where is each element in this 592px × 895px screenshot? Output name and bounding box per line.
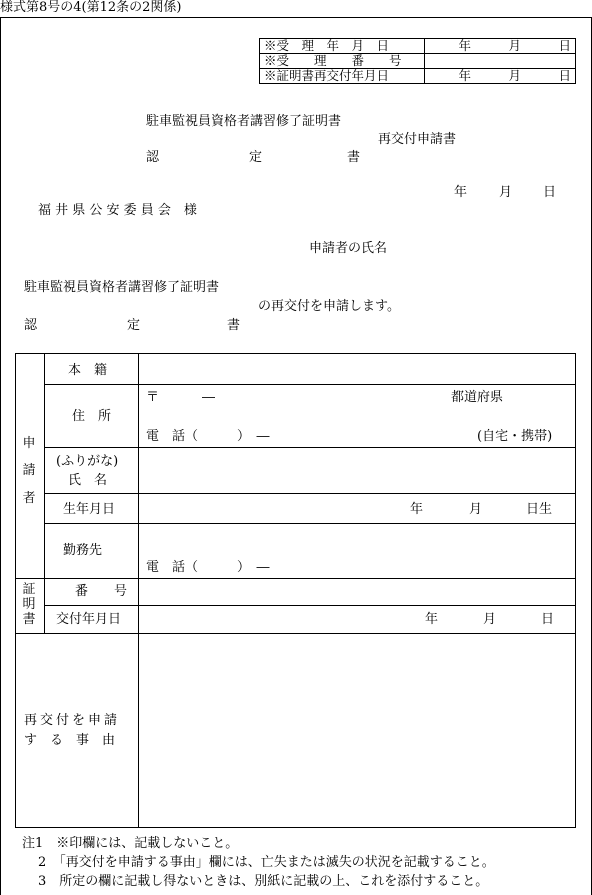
receipt-value[interactable] <box>425 54 576 69</box>
honseki-label: 本 籍 <box>68 363 108 378</box>
birth-day: 日生 <box>526 502 553 517</box>
applicant-name-label: 申請者の氏名 <box>309 241 388 256</box>
workplace-label: 勤務先 <box>63 543 103 558</box>
birth-month: 月 <box>469 502 483 517</box>
receipt-label: ※受 理 番 号 <box>260 54 425 69</box>
body-line2-c: 書 <box>227 318 241 333</box>
prefecture-label: 都道府県 <box>451 390 504 405</box>
body-line2-b: 定 <box>127 318 141 333</box>
issue-day: 日 <box>541 612 555 627</box>
receipt-row <box>260 69 576 84</box>
address-label: 住 所 <box>72 409 112 424</box>
certificate-group-label: 証明書 <box>22 582 36 627</box>
body-line2-a: 認 <box>24 318 38 333</box>
issue-date-label: 交付年月日 <box>56 612 122 627</box>
reason-label-line1: 再交付を申請 <box>24 713 121 728</box>
reason-label-line2: す る 事 由 <box>24 733 116 748</box>
phone-type-note: (自宅・携帯) <box>477 429 553 444</box>
cert-number-field[interactable] <box>139 579 575 604</box>
issue-month: 月 <box>483 612 497 627</box>
title-line2-b: 定 <box>249 150 263 165</box>
name-label: 氏 名 <box>68 473 108 488</box>
body-line1: 駐車監視員資格者講習修了証明書 <box>24 280 220 295</box>
receipt-row <box>260 54 576 69</box>
row-line <box>44 605 576 606</box>
title-line1b: 再交付申請書 <box>378 132 457 147</box>
title-line2-c: 書 <box>347 150 361 165</box>
birth-year: 年 <box>410 502 424 517</box>
title-line2-a: 認 <box>146 150 160 165</box>
postal-dash: ― <box>202 390 215 405</box>
title-line1: 駐車監視員資格者講習修了証明書 <box>146 114 342 129</box>
cert-number-label: 番 号 <box>75 584 128 599</box>
note-3: 3 所定の欄に記載し得ないときは、別紙に記載の上、これを添付すること。 <box>38 874 489 889</box>
birthdate-label: 生年月日 <box>63 502 116 517</box>
work-phone: 電 話（ ） ― <box>146 560 270 575</box>
date-month: 月 <box>499 185 513 200</box>
row-line <box>44 493 576 494</box>
note-2: 2 「再交付を申請する事由」欄には、亡失または滅失の状況を記載すること。 <box>38 855 495 870</box>
receipt-row <box>260 39 576 54</box>
form-number-header: 様式第8号の4(第12条の2関係) <box>0 0 182 15</box>
receipt-value[interactable]: 年 月 日 <box>425 39 576 54</box>
addressee: 福 井 県 公 安 委 員 会 様 <box>38 203 197 218</box>
row-line <box>44 523 576 524</box>
applicant-group-label: 申請者 <box>22 436 36 506</box>
date-day: 日 <box>543 185 557 200</box>
receipt-label: ※受 理 年 月 日 <box>260 39 425 54</box>
note-1: 注1 ※印欄には、記載しないこと。 <box>22 836 239 851</box>
name-field[interactable] <box>139 448 575 492</box>
receipt-value[interactable]: 年 月 日 <box>425 69 576 84</box>
postal-mark: 〒 <box>146 390 160 405</box>
furigana-label: (ふりがな) <box>56 454 119 469</box>
receipt-label: ※証明書再交付年月日 <box>260 69 425 84</box>
reason-field[interactable] <box>139 634 575 827</box>
body-line1b: の再交付を申請します。 <box>258 299 400 314</box>
address-phone: 電 話（ ） ― <box>146 429 270 444</box>
receipt-table <box>259 38 576 84</box>
issue-year: 年 <box>425 612 439 627</box>
date-year: 年 <box>454 185 468 200</box>
